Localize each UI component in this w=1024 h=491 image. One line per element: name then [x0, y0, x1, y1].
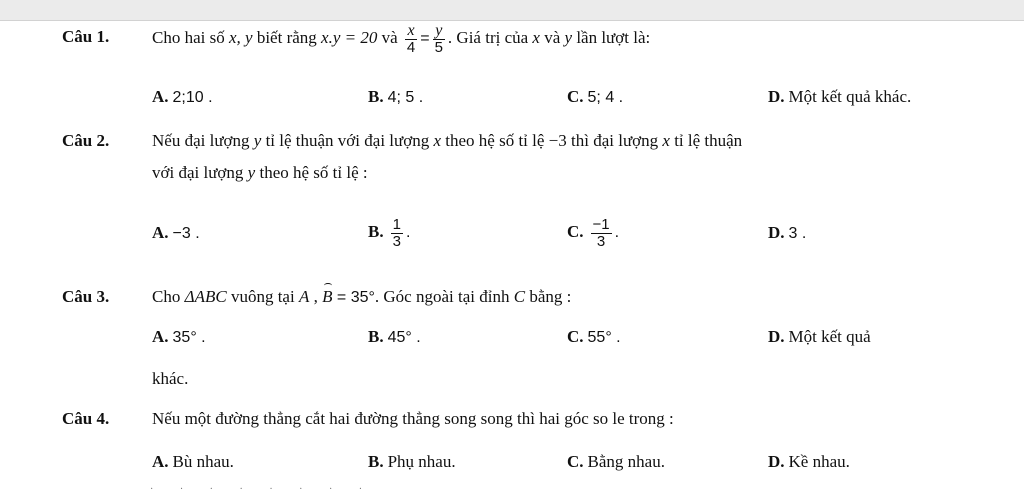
option-letter: D. [768, 87, 785, 106]
q1-fraction-y-over-5 [433, 23, 445, 56]
option-letter: B. [368, 452, 384, 471]
q1-text-part: lần lượt là: [572, 28, 651, 47]
option-letter: D. [768, 452, 785, 471]
q3-angle-b-hat: B [322, 287, 333, 306]
q2-math-x: x [662, 131, 670, 150]
question-2-line-1 [152, 131, 742, 151]
q1-math-product: x.y = 20 [321, 28, 378, 47]
question-2-line-2 [152, 163, 368, 183]
q2-option-c[interactable] [567, 208, 619, 257]
q2-math-x: x [433, 131, 442, 150]
q1-text-part: biết rằng [252, 28, 322, 47]
option-letter: C. [567, 327, 584, 346]
fraction-numerator: x [405, 23, 417, 40]
q1-fraction-x-over-4 [405, 23, 417, 56]
option-text: 2;10 . [172, 89, 213, 106]
option-text: 35° . [172, 329, 206, 346]
option-letter: C. [567, 222, 584, 241]
q3-option-c[interactable] [567, 327, 621, 347]
option-letter: A. [152, 87, 169, 106]
option-text: Bằng nhau. [587, 452, 665, 471]
q2-text-part: tỉ lệ thuận [669, 131, 743, 150]
q1-math-y: y [564, 28, 573, 47]
question-4-text: Nếu một đường thẳng cắt hai đường thẳng song song thì hai góc so le trong : [152, 409, 674, 428]
q3-angle-value: = 35° [332, 289, 375, 306]
q1-math-x: x [532, 28, 540, 47]
q2-option-a[interactable] [152, 223, 200, 243]
q3-text-part: vuông tại [226, 287, 299, 306]
q1-option-d[interactable] [768, 87, 911, 107]
option-text: Kề nhau. [788, 452, 850, 471]
option-letter: B. [368, 327, 384, 346]
fraction-numerator: −1 [592, 215, 610, 233]
cut-off-next-line: · · · · · · · · [150, 484, 375, 490]
q2-math-y: y [247, 163, 256, 182]
option-text: −3 . [172, 225, 200, 242]
q3-text-part: . Góc ngoài tại đỉnh [374, 287, 514, 306]
option-letter: A. [152, 223, 169, 242]
fraction-denominator: 4 [406, 38, 416, 56]
option-text: Phụ nhau. [387, 452, 456, 471]
option-letter: D. [768, 327, 785, 346]
q1-text-part: . Giá trị của [447, 28, 533, 47]
option-text: . [405, 224, 411, 241]
option-letter: B. [368, 87, 384, 106]
q2-option-b[interactable] [368, 208, 410, 257]
option-text: Một kết quả [788, 327, 871, 346]
question-3-label: Câu 3. [62, 287, 110, 306]
option-text: 4; 5 . [387, 89, 424, 106]
q2-text-part: tỉ lệ thuận với đại lượng [261, 131, 434, 150]
option-text: Một kết quả khác. [788, 87, 912, 106]
fraction-denominator: 3 [596, 232, 606, 250]
q3-option-d-wrap: khác. [152, 369, 189, 388]
q4-option-a[interactable] [152, 452, 234, 472]
q3-math-a: A [298, 287, 310, 306]
q3-text-part: bằng : [525, 287, 572, 306]
option-text: . [614, 224, 620, 241]
option-letter: A. [152, 327, 169, 346]
question-1-text [152, 18, 650, 59]
option-letter: A. [152, 452, 169, 471]
q1-option-c[interactable] [567, 87, 623, 107]
option-text: 3 . [788, 225, 807, 242]
q1-text-part: và [377, 28, 402, 47]
q4-option-b[interactable] [368, 452, 456, 472]
q2-text-part: Nếu đại lượng [152, 131, 254, 150]
q1-math-xy: x, y [228, 28, 253, 47]
q1-text-part: Cho hai số [152, 28, 229, 47]
q1-equals: = [420, 30, 430, 47]
question-3-text [152, 287, 571, 307]
q4-option-c[interactable] [567, 452, 665, 472]
q1-option-a[interactable] [152, 87, 213, 107]
q2-text-part: theo hệ số tỉ lệ −3 thì đại lượng [441, 131, 663, 150]
q3-math-triangle: ΔABC [184, 287, 227, 306]
question-2-label: Câu 2. [62, 131, 110, 150]
option-letter: C. [567, 452, 584, 471]
option-fraction [391, 217, 403, 250]
option-text: 5; 4 . [587, 89, 624, 106]
q2-option-d[interactable] [768, 223, 806, 243]
option-text: Bù nhau. [172, 452, 234, 471]
q2-text-part: theo hệ số tỉ lệ : [255, 163, 368, 182]
option-text: 45° . [387, 329, 421, 346]
q3-option-d[interactable] [768, 327, 871, 347]
option-letter: D. [768, 223, 785, 242]
option-text: 55° . [587, 329, 621, 346]
question-4-label: Câu 4. [62, 409, 110, 428]
q3-math-c: C [513, 287, 526, 306]
q3-option-a[interactable] [152, 327, 206, 347]
q3-text-part: Cho [152, 287, 185, 306]
question-1-label: Câu 1. [62, 27, 110, 46]
fraction-numerator: 1 [392, 215, 401, 233]
q2-math-y: y [253, 131, 262, 150]
q3-option-b[interactable] [368, 327, 421, 347]
fraction-denominator: 5 [434, 38, 443, 56]
fraction-denominator: 3 [392, 232, 401, 250]
q1-text-part: và [539, 28, 565, 47]
q2-text-part: với đại lượng [152, 163, 248, 182]
option-letter: B. [368, 222, 384, 241]
q1-option-b[interactable] [368, 87, 423, 107]
option-fraction [591, 217, 612, 250]
fraction-numerator: y [433, 23, 445, 40]
q3-text-part: , [309, 287, 323, 306]
q4-option-d[interactable] [768, 452, 850, 472]
option-letter: C. [567, 87, 584, 106]
